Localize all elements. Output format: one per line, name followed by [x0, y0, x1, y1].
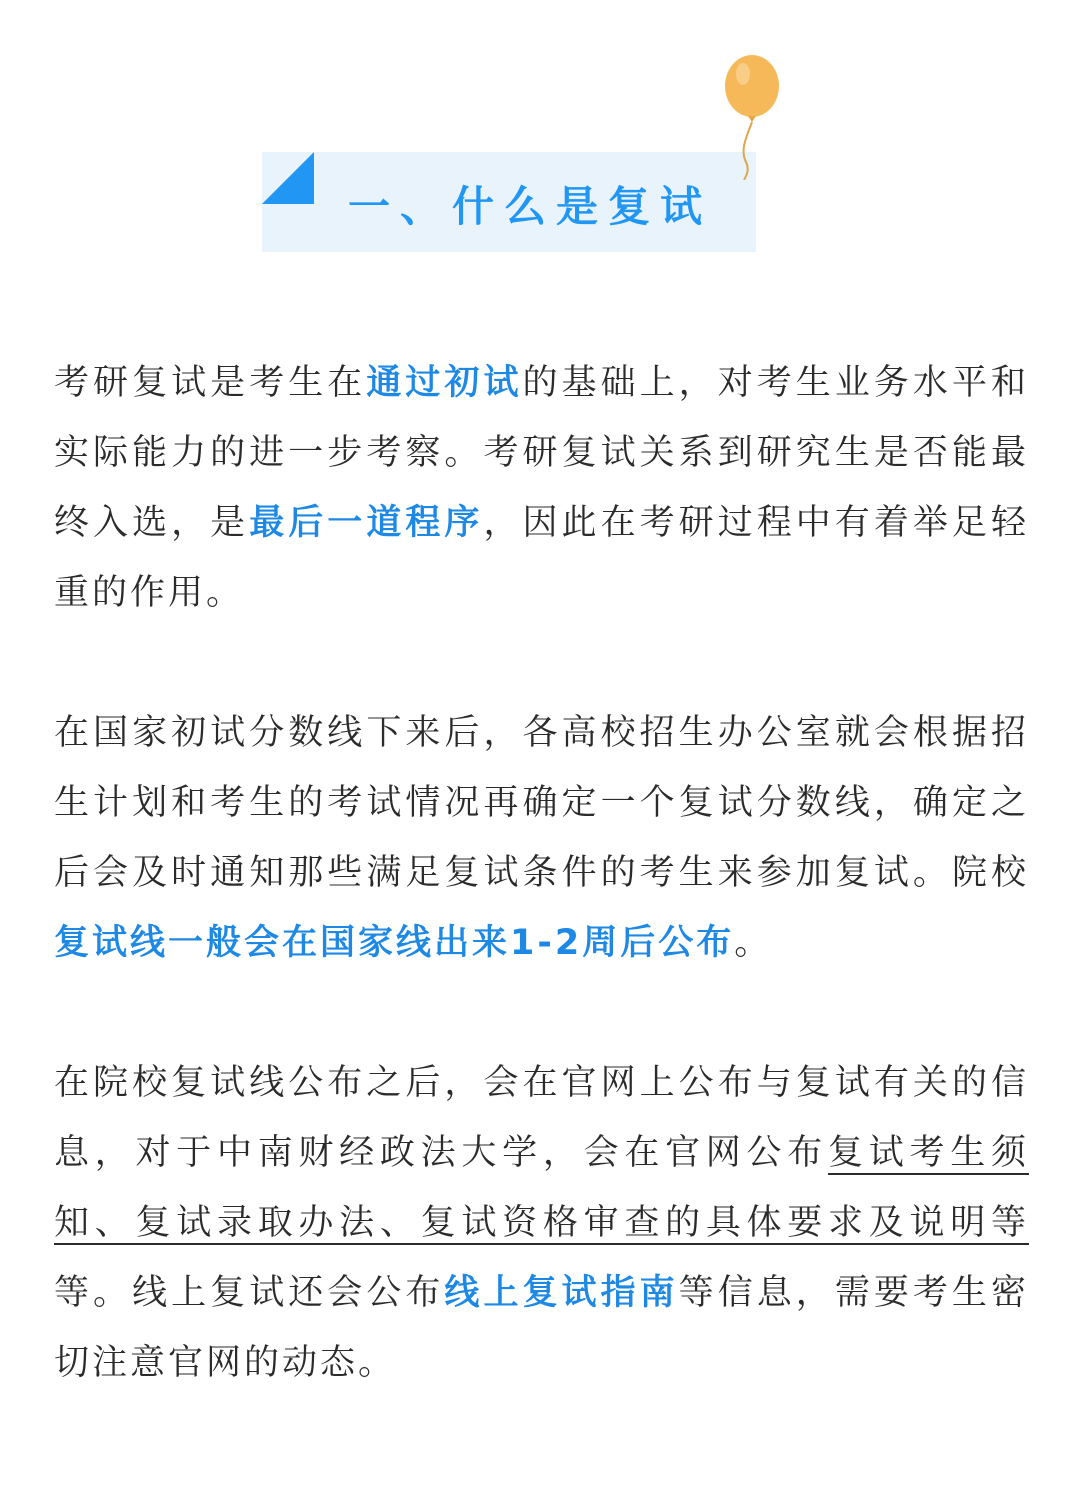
paragraph-score-line	[54, 698, 1029, 978]
text-segment: 在国家初试分数线下来后，各高校招生办公室就会根据招生计划和考生的考试情况再确定一个复试分数线，确定之后会及时通知那些满足复试条件的考生来参加复试。院校	[54, 713, 1029, 893]
paragraph-official-website	[54, 1048, 1029, 1398]
highlight-score-line-timing: 复试线一般会在国家线出来1-2周后公布	[54, 923, 735, 963]
section-title: 一、什么是复试	[348, 182, 713, 231]
text-segment: 考研复试是考生在	[54, 363, 367, 403]
text-segment: 的基础上，对考生业务水平和实际能力的进一步考察。考研复试关系到研究生是否能最终入选，是	[54, 363, 1029, 543]
highlight-last-procedure: 最后一道程序	[249, 503, 484, 543]
corner-triangle-icon	[262, 152, 314, 204]
text-segment: 在院校复试线公布之后，会在官网上公布与复试有关的信息，对于中南财经政法大学，会在官网公布	[54, 1063, 1029, 1173]
underlined-retest-documents: 复试考生须知、复试录取办法、复试资格审查的具体要求及说明等	[54, 1133, 1029, 1243]
text-segment: 。	[734, 923, 773, 963]
highlight-pass-initial-exam: 通过初试	[366, 363, 523, 403]
text-segment: ，因此在考研过程中有着举足轻重的作用。	[54, 503, 1029, 613]
section-header	[262, 50, 782, 260]
paragraph-what-is-retest	[54, 348, 1029, 628]
text-segment: 等信息，需要考生密切注意官网的动态。	[54, 1273, 1029, 1383]
article-body	[54, 348, 1029, 1468]
highlight-online-retest-guide: 线上复试指南	[444, 1273, 679, 1313]
text-segment: 等。线上复试还会公布	[54, 1273, 445, 1313]
balloon-icon	[710, 50, 782, 180]
